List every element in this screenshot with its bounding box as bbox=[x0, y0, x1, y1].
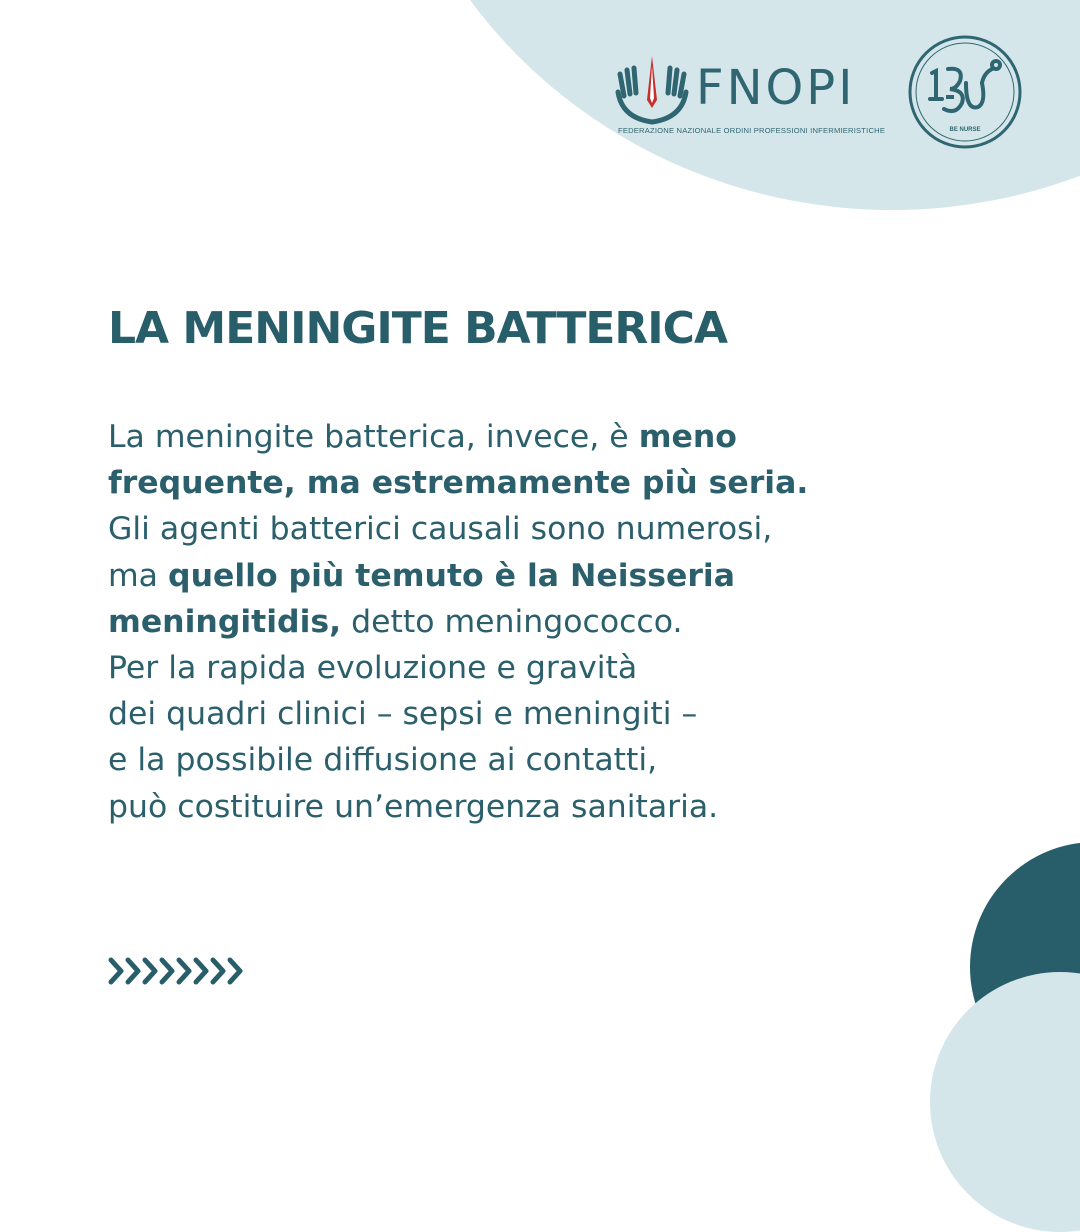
be-nurse-text: BE NURSE bbox=[949, 127, 981, 133]
body-text-bold: frequente, ma estremamente più seria. bbox=[108, 465, 809, 502]
fnopi-wordmark: FNOPI bbox=[696, 60, 856, 116]
body-line: dei quadri clinici – sepsi e meningiti – bbox=[108, 696, 698, 733]
body-text-segment: La meningite batterica, invece, è bbox=[108, 419, 639, 455]
fnopi-hands-icon bbox=[612, 48, 692, 128]
body-text-bold: meningitidis, bbox=[108, 603, 342, 640]
fnopi-logo bbox=[612, 40, 886, 140]
body-line bbox=[108, 414, 1008, 460]
body-text-segment: ma bbox=[108, 557, 169, 594]
page-title: LA MENINGITE BATTERICA bbox=[108, 303, 728, 354]
body-line: può costituire un’emergenza sanitaria. bbox=[108, 788, 719, 825]
be-nurse-logo bbox=[906, 33, 1024, 151]
body-line bbox=[108, 599, 1008, 645]
body-line bbox=[108, 460, 1008, 506]
background-circle-light bbox=[930, 972, 1080, 1232]
fnopi-subtitle: FEDERAZIONE NAZIONALE ORDINI PROFESSIONI INFERMIERISTICHE bbox=[618, 126, 886, 135]
body-line bbox=[108, 553, 1008, 599]
body-text-segment: detto meningococco. bbox=[341, 603, 683, 640]
body-text-bold: meno bbox=[638, 419, 737, 455]
body-text-bold: quello più temuto è la Neisseria bbox=[168, 557, 735, 594]
body-line: e la possibile diffusione ai contatti, bbox=[108, 742, 658, 779]
body-line: Gli agenti batterici causali sono numerosi, bbox=[108, 511, 773, 548]
body-line: Per la rapida evoluzione e gravità bbox=[108, 650, 638, 687]
body-paragraph bbox=[108, 414, 1008, 830]
chevrons-right-icon[interactable] bbox=[107, 955, 247, 987]
